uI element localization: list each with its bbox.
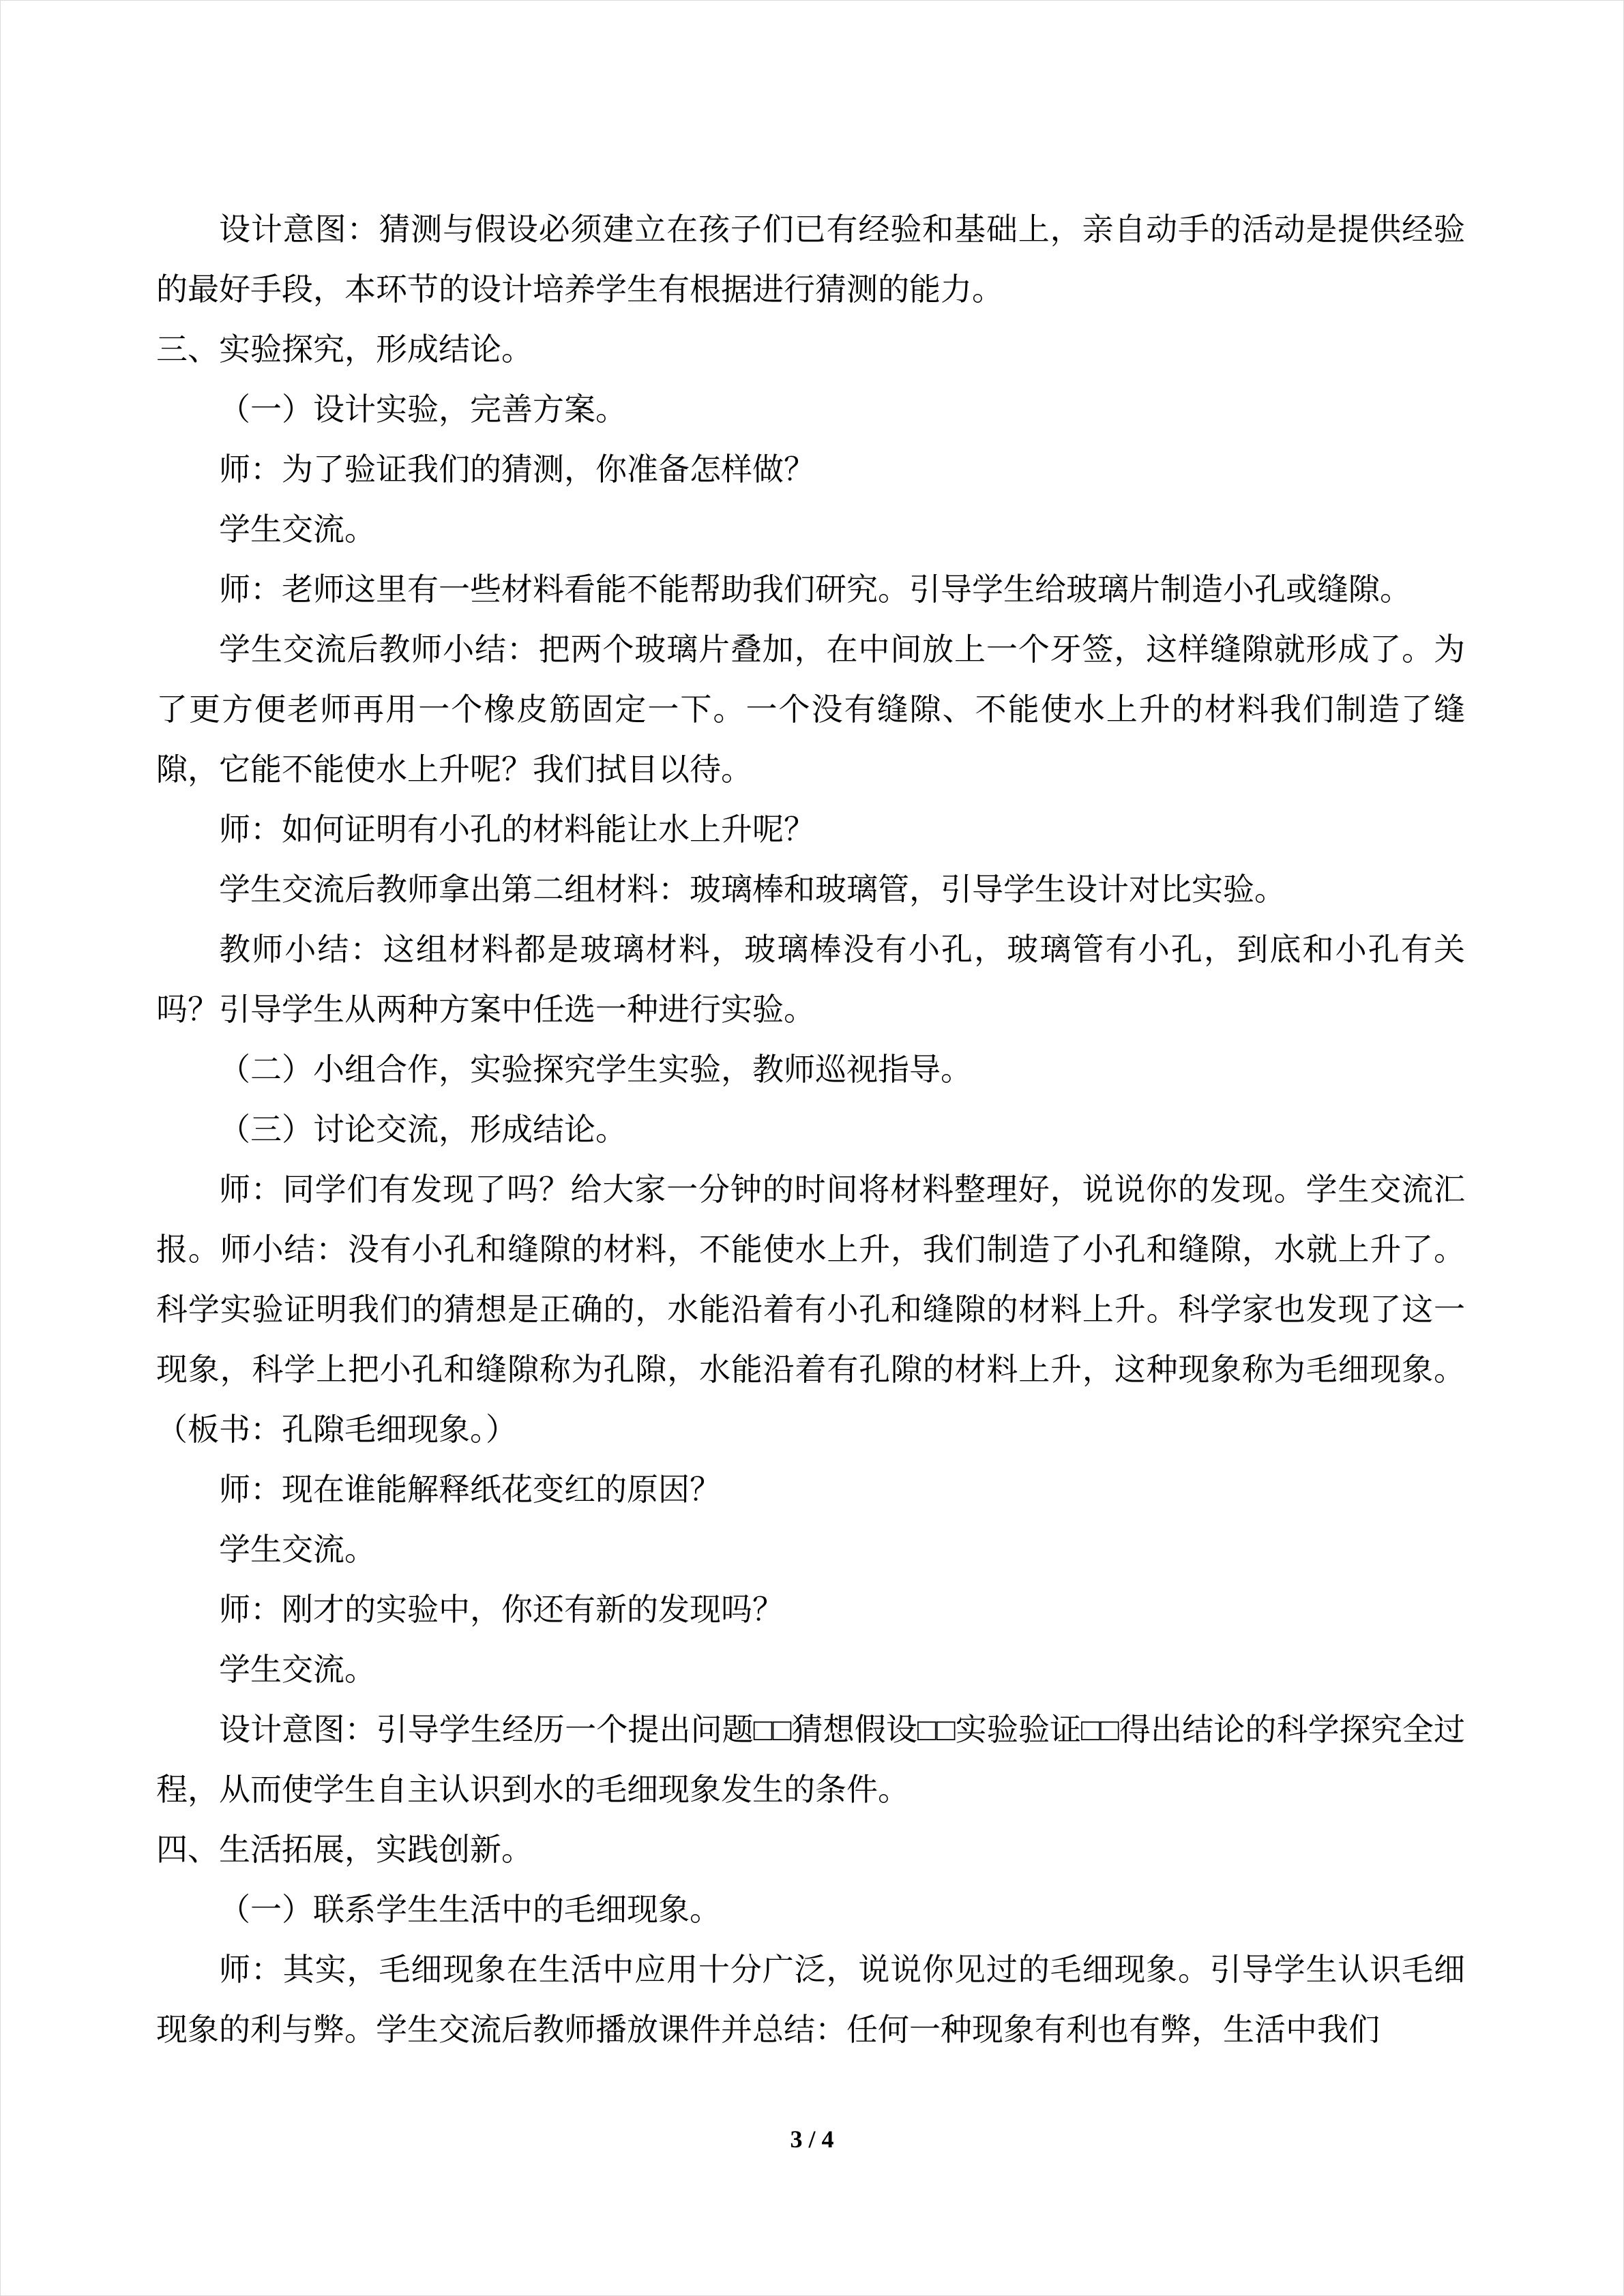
paragraph-discussion: 师：同学们有发现了吗？给大家一分钟的时间将材料整理好，说说你的发现。学生交流汇报。师小结：没有小孔和缝隙的材料，不能使水上升，我们制造了小孔和缝隙，水就上升了。科学实验证明我们的猜想是正确的，水能沿着有小孔和缝隙的材料上升。科学家也发现了这一现象，科学上把小孔和缝隙称为孔隙，水能沿着有孔隙的材料上升，这种现象称为毛细现象。（板书：孔隙毛细现象。） <box>156 1172 1465 1447</box>
paragraph-student-line: 学生交流。 <box>219 1532 376 1567</box>
subsection-heading-1: （一）设计实验，完善方案。 <box>219 392 627 427</box>
page-number: 3 / 4 <box>790 2126 834 2153</box>
paragraph-teacher-line: 师：现在谁能解释纸花变红的原因？ <box>219 1472 721 1507</box>
paragraph-student-line: 学生交流后教师拿出第二组材料：玻璃棒和玻璃管，引导学生设计对比实验。 <box>219 872 1286 907</box>
subsection-heading-4: （一）联系学生生活中的毛细现象。 <box>219 1892 721 1927</box>
subsection-heading-3: （三）讨论交流，形成结论。 <box>219 1112 627 1147</box>
paragraph-teacher-line: 师：刚才的实验中，你还有新的发现吗？ <box>219 1592 784 1627</box>
subsection-heading-2: （二）小组合作，实验探究学生实验，教师巡视指导。 <box>219 1052 972 1087</box>
document-body <box>156 200 1465 2060</box>
paragraph-teacher-line: 师：为了验证我们的猜测，你准备怎样做？ <box>219 452 815 487</box>
paragraph-teacher-summary: 学生交流后教师小结：把两个玻璃片叠加，在中间放上一个牙签，这样缝隙就形成了。为了更方便老师再用一个橡皮筋固定一下。一个没有缝隙、不能使水上升的材料我们制造了缝隙，它能不能使水上升呢？我们拭目以待。 <box>156 632 1465 787</box>
paragraph-teacher-line: 师：老师这里有一些材料看能不能帮助我们研究。引导学生给玻璃片制造小孔或缝隙。 <box>219 572 1411 607</box>
paragraph-design-intent-1: 设计意图：猜测与假设必须建立在孩子们已有经验和基础上，亲自动手的活动是提供经验的最好手段，本环节的设计培养学生有根据进行猜测的能力。 <box>156 212 1465 307</box>
section-heading-4: 四、生活拓展，实践创新。 <box>156 1832 533 1867</box>
paragraph-student-line: 学生交流。 <box>219 512 376 547</box>
paragraph-teacher-line: 师：如何证明有小孔的材料能让水上升呢？ <box>219 812 815 847</box>
paragraph-student-line: 学生交流。 <box>219 1652 376 1687</box>
paragraph-design-intent-2: 设计意图：引导学生经历一个提出问题□□猜想假设□□实验验证□□得出结论的科学探究全过程，从而使学生自主认识到水的毛细现象发生的条件。 <box>156 1712 1465 1807</box>
paragraph-teacher-summary: 教师小结：这组材料都是玻璃材料，玻璃棒没有小孔，玻璃管有小孔，到底和小孔有关吗？引导学生从两种方案中任选一种进行实验。 <box>156 932 1465 1027</box>
paragraph-teacher-line: 师：其实，毛细现象在生活中应用十分广泛，说说你见过的毛细现象。引导学生认识毛细现象的利与弊。学生交流后教师播放课件并总结：任何一种现象有利也有弊，生活中我们 <box>156 1952 1465 2047</box>
section-heading-3: 三、实验探究，形成结论。 <box>156 332 533 367</box>
